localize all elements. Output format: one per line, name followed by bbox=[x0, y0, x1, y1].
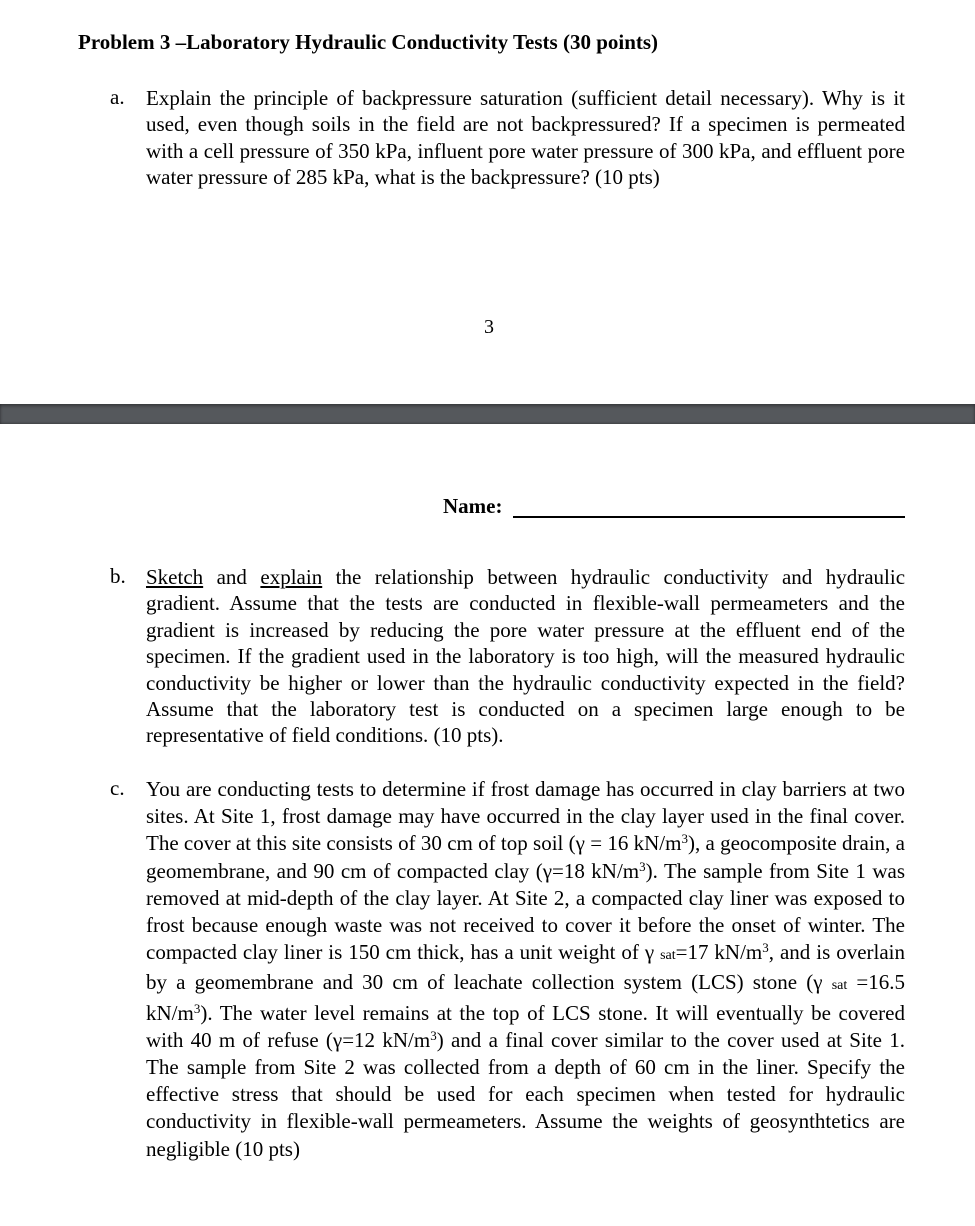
part-b-text bbox=[146, 564, 905, 749]
part-a-marker: a. bbox=[110, 85, 125, 109]
part-c-seg-1: You are conducting tests to determine if frost damage has occurred in clay barriers at two sites. At Site 1, frost damage may have occurred in the clay layer used in the final cover. The cover at this site consists of 30 cm of top soil (γ = 16 kN/m bbox=[146, 777, 905, 856]
page-4 bbox=[0, 424, 975, 1226]
subscript-sat: sat bbox=[660, 948, 676, 964]
part-c-seg-5: , and is overlain by a geomembrane and 30 cm of leachate collection system (LCS) stone (γ bbox=[146, 940, 905, 995]
part-b-text-rest: the relationship between hydraulic conductivity and hydraulic gradient. Assume that the tests are conducted in flexible-wall permeameters and the gradient is increased by reducing the pore water pressure at the effluent end of the specimen. If the gradient used in the laboratory is too high, will the measured hydraulic conductivity be higher or lower than the hydraulic conductivity expected in the field? Assume that the laboratory test is conducted on a specimen large enough to be representative of field conditions. (10 pts). bbox=[146, 565, 906, 748]
part-a bbox=[110, 85, 905, 191]
part-c-seg-7: ). The water level remains at the top of LCS stone. It will eventually be covered with 40 m of refuse (γ=12 kN/m bbox=[146, 1000, 905, 1052]
part-a-text: Explain the principle of backpressure saturation (sufficient detail necessary). Why is it used, even though soils in the field are not backpressured? If a specimen is permeated with a cell pressure of 350 kPa, influent pore water pressure of 300 kPa, and effluent pore water pressure of 285 kPa, what is the backpressure? (10 pts) bbox=[146, 86, 905, 190]
part-c-seg-8: ) and a final cover similar to the cover used at Site 1. The sample from Site 2 was collected from a depth of 60 cm in the liner. Specify the effective stress that should be used for each specimen when tested for hydraulic conductivity in flexible-wall permeameters. Assume the weights of geosynthtetics are negligible (10 pts) bbox=[146, 1027, 905, 1161]
page-3 bbox=[0, 0, 975, 404]
superscript-3: 3 bbox=[681, 831, 688, 847]
part-c-text bbox=[146, 776, 905, 1163]
problem-title: Problem 3 –Laboratory Hydraulic Conductivity Tests (30 points) bbox=[78, 30, 659, 54]
subscript-sat: sat bbox=[831, 978, 848, 994]
part-b-sketch-word: Sketch bbox=[146, 565, 204, 589]
page-separator bbox=[0, 404, 975, 424]
part-c bbox=[110, 776, 905, 1163]
part-b-marker: b. bbox=[110, 564, 126, 588]
part-b-and-word: and bbox=[216, 565, 247, 589]
part-c-seg-4: =17 kN/m bbox=[675, 940, 763, 965]
part-c-seg-2: ), a geocomposite drain, a geomembrane, and 90 cm of compacted clay (γ=18 kN/m bbox=[146, 831, 906, 883]
part-b bbox=[110, 564, 905, 749]
page-number: 3 bbox=[484, 316, 494, 338]
part-c-marker: c. bbox=[110, 776, 125, 800]
part-b-explain-word: explain bbox=[260, 565, 323, 589]
part-c-seg-6: =16.5 kN/m bbox=[146, 970, 906, 1025]
superscript-3: 3 bbox=[762, 940, 769, 956]
name-label: Name: bbox=[443, 494, 503, 518]
part-c-seg-3: ). The sample from Site 1 was removed at mid-depth of the clay layer. At Site 2, a compacted clay liner was exposed to frost because enough waste was not received to cover it before the onset of winter. The compacted clay liner is 150 cm thick, has a unit weight of γ bbox=[146, 858, 905, 965]
superscript-3: 3 bbox=[193, 1000, 201, 1016]
name-blank-line bbox=[513, 516, 905, 518]
superscript-3: 3 bbox=[639, 858, 646, 874]
superscript-3: 3 bbox=[430, 1027, 437, 1043]
